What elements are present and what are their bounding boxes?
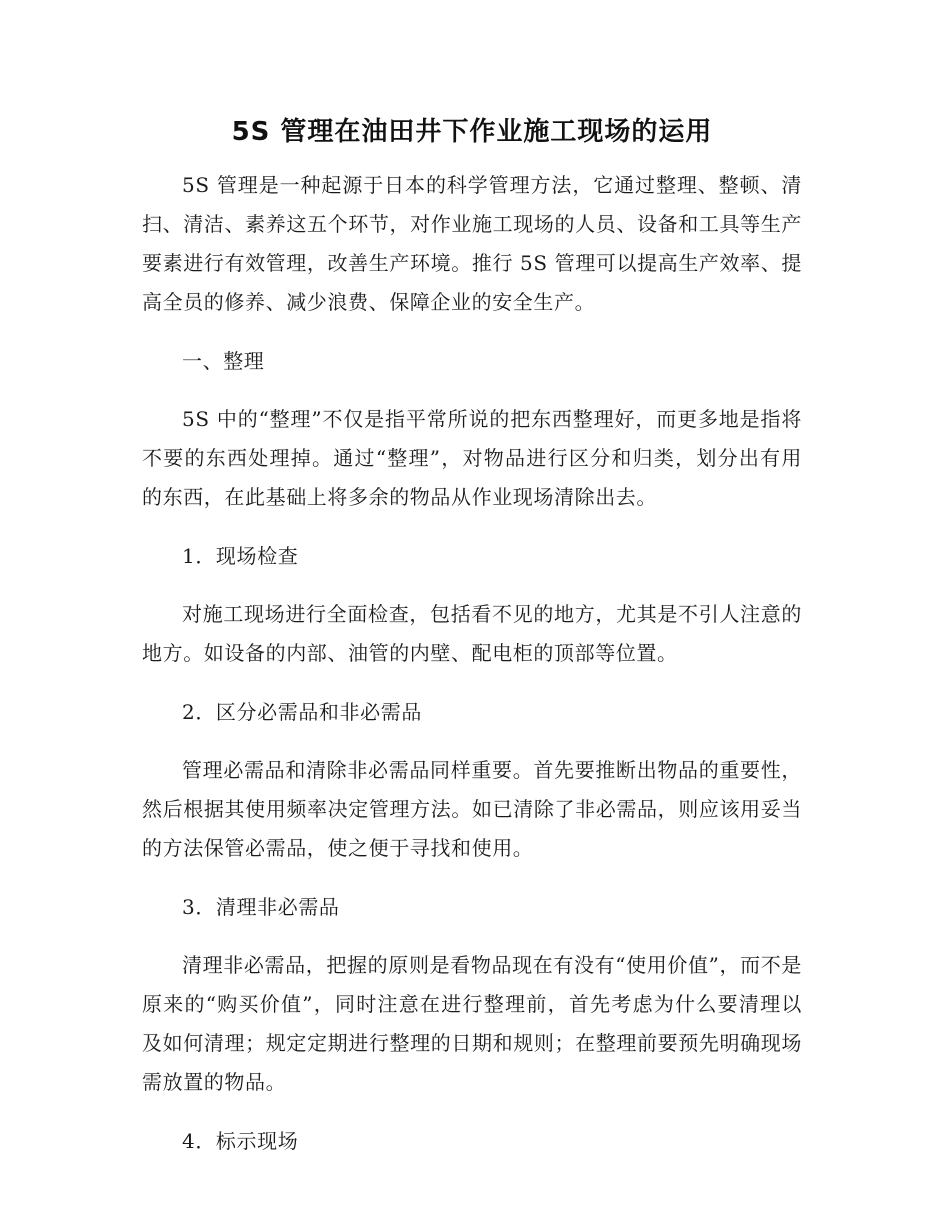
subsection-heading-site-inspection: 1．现场检查 [182,544,299,568]
subsection-paragraph-site-inspection: 对施工现场进行全面检查，包括看不见的地方，尤其是不引人注意的地方。如设备的内部、油管的内壁、配电柜的顶部等位置。 [142,602,802,665]
document-page [142,112,802,1180]
document-title: 5S 管理在油田井下作业施工现场的运用 [231,117,713,147]
section-paragraph-organize: 5S 中的“整理”不仅是指平常所说的把东西整理好，而更多地是指将不要的东西处理掉。通过“整理”，对物品进行区分和归类，划分出有用的东西，在此基础上将多余的物品从作业现场清除出去。 [142,407,802,509]
subsection-paragraph-distinguish-items: 管理必需品和清除非必需品同样重要。首先要推断出物品的重要性，然后根据其使用频率决定管理方法。如已清除了非必需品，则应该用妥当的方法保管必需品，使之便于寻找和使用。 [142,758,802,860]
subsection-heading-clear-items: 3．清理非必需品 [182,895,340,919]
subsection-paragraph-clear-items: 清理非必需品，把握的原则是看物品现在有没有“使用价值”，而不是原来的“购买价值”，同时注意在进行整理前，首先考虑为什么要清理以及如何清理；规定定期进行整理的日期和规则；在整理前要预先明确现场需放置的物品。 [142,953,802,1094]
subsection-heading-distinguish-items: 2．区分必需品和非必需品 [182,700,422,724]
intro-paragraph: 5S 管理是一种起源于日本的科学管理方法，它通过整理、整顿、清扫、清洁、素养这五个环节，对作业施工现场的人员、设备和工具等生产要素进行有效管理，改善生产环境。推行 5S 管理可以提高生产效率、提高全员的修养、减少浪费、保障企业的安全生产。 [142,173,802,314]
subsection-heading-mark-site: 4．标示现场 [182,1129,299,1153]
section-heading-organize: 一、整理 [182,349,265,373]
